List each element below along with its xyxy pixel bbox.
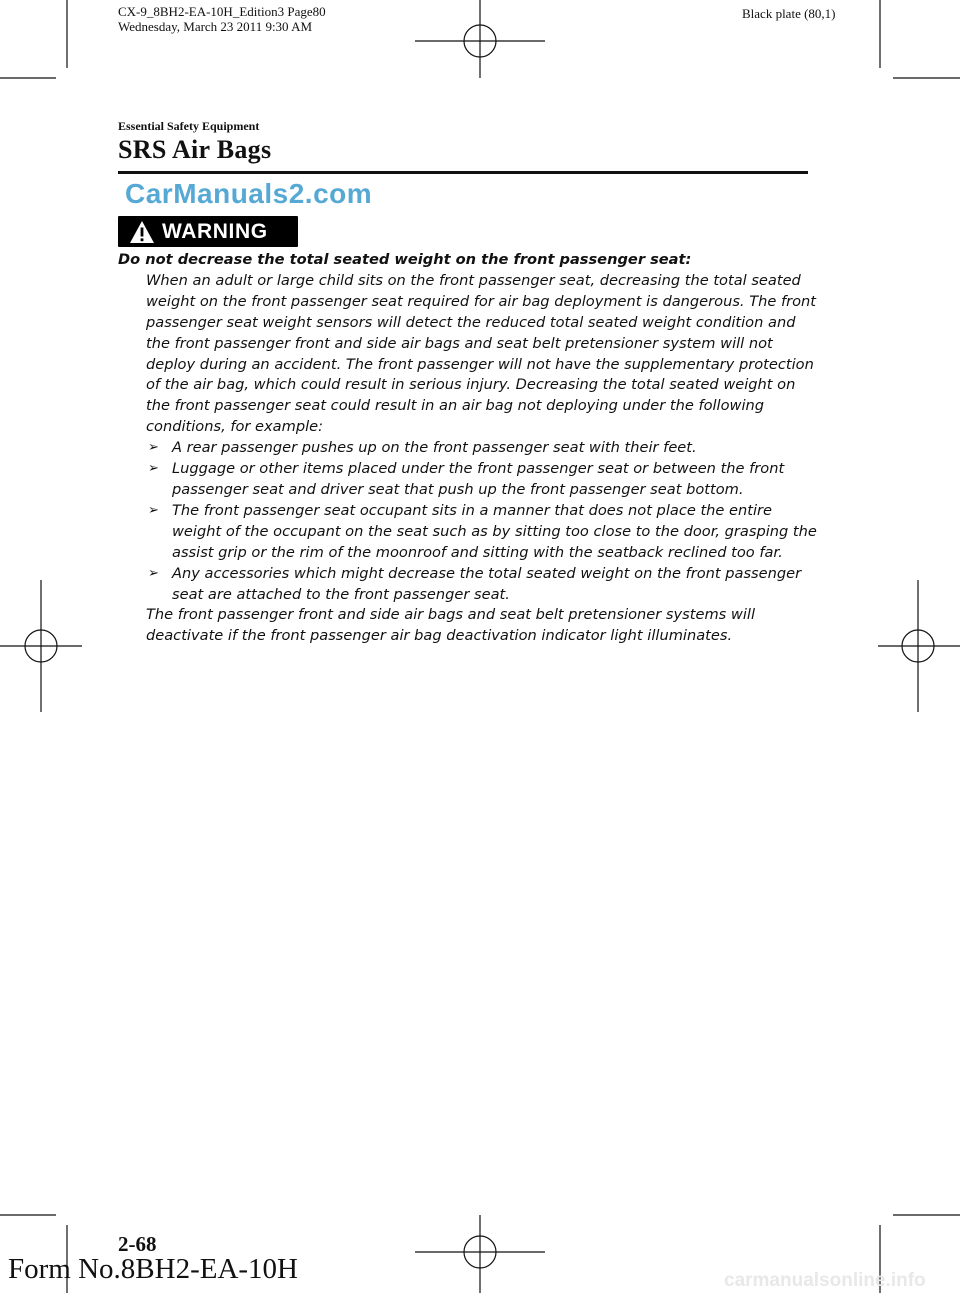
form-number: Form No.8BH2-EA-10H — [8, 1253, 298, 1285]
bullet-arrow-icon: ➢ — [148, 565, 159, 581]
list-item-text: Any accessories which might decrease the total seated weight on the front passenger seat are attached to the front passenger seat. — [172, 564, 802, 603]
warning-label: WARNING — [162, 219, 268, 243]
registration-mark-right — [878, 580, 960, 712]
warning-body — [118, 250, 818, 647]
registration-mark-top — [415, 0, 545, 78]
section-label: Essential Safety Equipment — [118, 119, 260, 133]
plate-label: Black plate (80,1) — [742, 6, 836, 21]
bullet-arrow-icon: ➢ — [148, 461, 159, 477]
list-item-text: Luggage or other items placed under the front passenger seat or between the front passenger seat and driver seat that push up the front passenger seat bottom. — [172, 460, 785, 498]
warning-paragraph: When an adult or large child sits on the front passenger seat, decreasing the total seated weight on the front passenger seat required for air bag deployment is dangerous. The front passenger seat weight sensors will detect the reduced total seated weight condition and the front passenger front and side air bags and seat belt pretensioner system will not deploy during an accident. The front passenger will not have the supplementary protection of the air bag, which could result in serious injury. Decreasing the total seated weight on the front passenger seat could result in an air bag not deploying under the following conditions, for example: — [146, 271, 817, 436]
watermark: CarManuals2.com — [125, 178, 373, 209]
bullet-arrow-icon: ➢ — [148, 440, 159, 456]
page-title: SRS Air Bags — [118, 135, 272, 164]
condition-list — [118, 438, 818, 605]
list-item — [146, 501, 818, 564]
bullet-arrow-icon: ➢ — [148, 502, 159, 518]
list-item — [146, 459, 818, 501]
list-item — [146, 564, 818, 606]
list-item-text: A rear passenger pushes up on the front passenger seat with their feet. — [172, 439, 697, 457]
print-info — [118, 4, 326, 34]
warning-lead: Do not decrease the total seated weight on the front passenger seat: — [118, 251, 692, 268]
site-watermark: carmanualsonline.info — [724, 1270, 926, 1291]
print-info-line-1: CX-9_8BH2-EA-10H_Edition3 Page80 — [118, 4, 326, 19]
print-info-line-2: Wednesday, March 23 2011 9:30 AM — [118, 19, 313, 34]
page-number: 2-68 — [118, 1232, 157, 1256]
list-item — [146, 438, 818, 459]
warning-badge — [118, 216, 298, 247]
registration-mark-bottom — [415, 1215, 545, 1293]
registration-mark-left — [0, 580, 82, 712]
title-rule — [118, 171, 808, 174]
warning-triangle-icon — [129, 220, 155, 244]
list-item-text: The front passenger seat occupant sits in a manner that does not place the entire weight of the occupant on the seat such as by sitting too close to the door, grasping the assist grip or the rim of the moonroof and sitting with the seatback reclined too far. — [172, 501, 817, 561]
warning-closing: The front passenger front and side air bags and seat belt pretensioner systems will deactivate if the front passenger air bag deactivation indicator light illuminates. — [146, 606, 756, 645]
